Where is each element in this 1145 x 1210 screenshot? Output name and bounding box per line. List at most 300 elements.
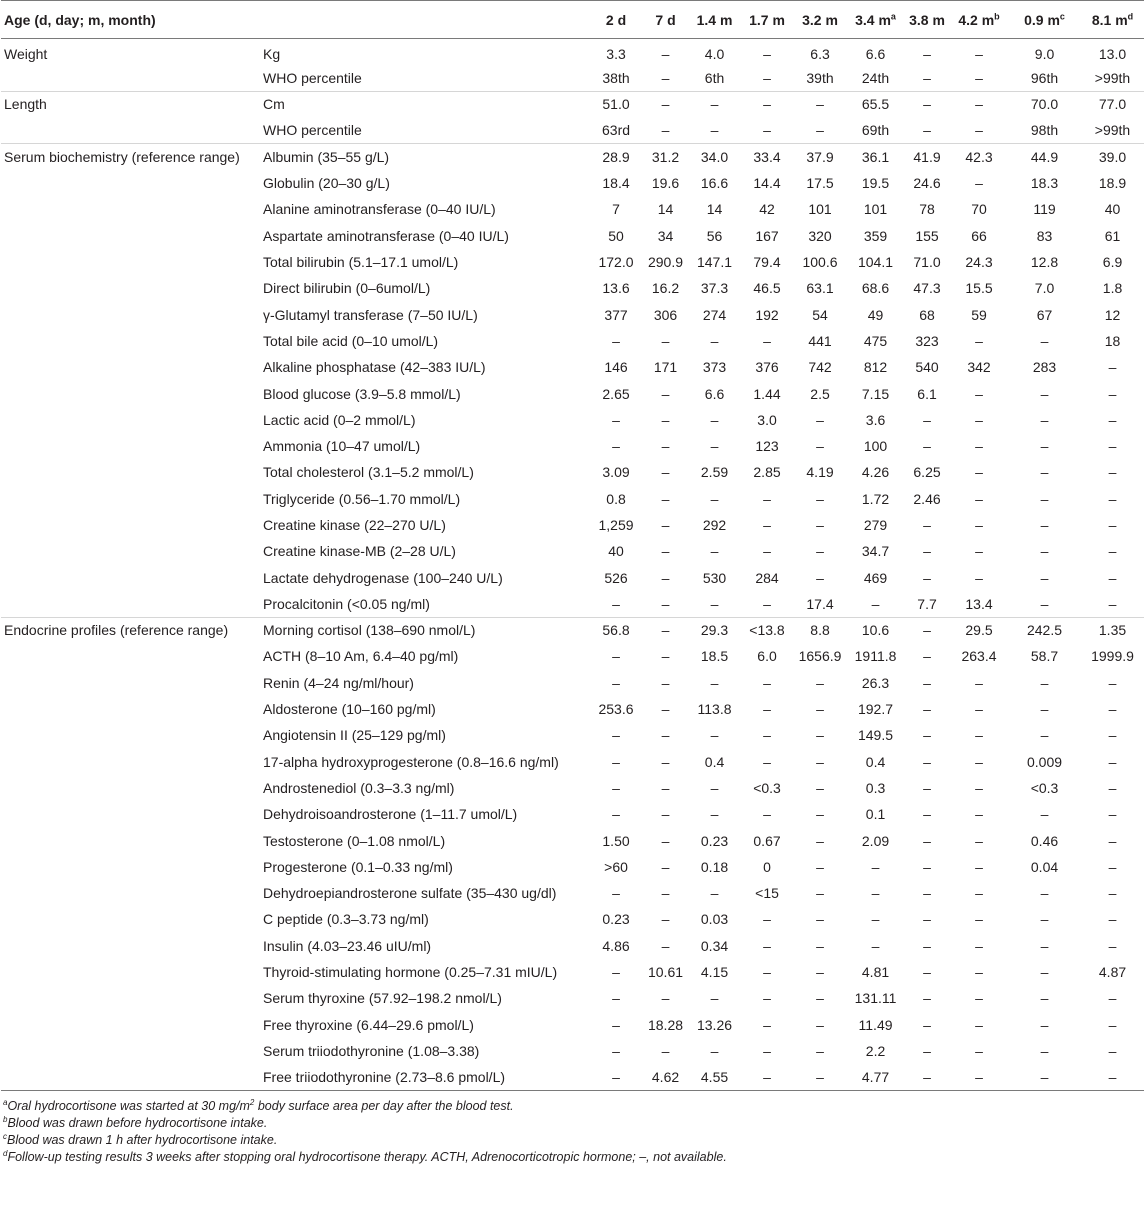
footnote (3, 1132, 1145, 1149)
table-row (1, 933, 1144, 959)
value-cell: – (923, 937, 931, 954)
category-cell (1, 591, 262, 617)
value-cell: 37.9 (793, 144, 847, 170)
value-cell: 7.15 (861, 385, 890, 402)
value-cell: 147.1 (696, 254, 733, 271)
parameter-label: Aspartate aminotransferase (0–40 IU/L) (263, 227, 509, 244)
value-cell: – (661, 569, 670, 586)
value-cell: 320 (808, 227, 832, 244)
table-row (1, 591, 1144, 617)
table-row (1, 564, 1144, 590)
value-cell: 274 (702, 306, 727, 323)
category-cell (1, 407, 262, 433)
value-cell: – (816, 411, 824, 428)
parameter-label: Procalcitonin (<0.05 ng/ml) (263, 595, 430, 612)
value-cell: 0 (763, 858, 771, 875)
value-cell: 1999.9 (1091, 648, 1134, 665)
table-row (1, 538, 1144, 564)
parameter-label: Creatine kinase (22–270 U/L) (263, 516, 446, 533)
footnote-text: 2 (249, 1097, 255, 1107)
value-cell: 38th (602, 69, 630, 86)
value-cell: – (1040, 885, 1049, 902)
category-cell (1, 854, 262, 880)
value-cell: – (816, 727, 824, 744)
value-cell: 0.23 (700, 832, 729, 849)
table-header (1, 1, 1144, 39)
value-cell: 441 (808, 332, 832, 349)
value-cell: – (1040, 964, 1049, 981)
value-cell: 98th (1030, 122, 1059, 139)
value-cell: – (612, 727, 620, 744)
value-cell: 0.009 (1026, 753, 1063, 770)
table-row (1, 65, 1144, 91)
value-cell: – (1108, 753, 1117, 770)
value-cell: – (975, 964, 983, 981)
footnote (3, 1149, 1145, 1166)
value-cell: 6th (704, 69, 725, 86)
table-row (1, 959, 1144, 985)
value-cell: – (923, 990, 931, 1007)
value-cell: 540 (915, 359, 939, 376)
value-cell: 29.5 (950, 617, 1008, 643)
value-cell: 192.7 (857, 701, 894, 718)
value-cell: – (816, 753, 824, 770)
value-cell: 290.9 (647, 254, 684, 271)
value-cell: – (710, 543, 719, 560)
value-cell: – (816, 516, 824, 533)
value-cell: – (661, 122, 670, 139)
value-cell: – (1040, 727, 1049, 744)
value-cell: – (975, 411, 983, 428)
value-cell: – (923, 911, 931, 928)
value-cell: – (816, 122, 824, 139)
value-cell: – (923, 543, 931, 560)
value-cell: – (923, 727, 931, 744)
value-cell: – (763, 543, 771, 560)
table-row (1, 775, 1144, 801)
footnote (3, 1098, 1145, 1115)
value-cell: 306 (653, 306, 678, 323)
value-cell: 104.1 (857, 254, 894, 271)
value-cell: 292 (702, 516, 727, 533)
value-cell: 67 (1036, 306, 1053, 323)
value-cell: 14.4 (753, 175, 781, 192)
value-cell: – (612, 806, 620, 823)
parameter-label: Alkaline phosphatase (42–383 IU/L) (263, 359, 486, 376)
value-cell: – (923, 806, 931, 823)
category-cell (1, 512, 262, 538)
value-cell: – (612, 990, 620, 1007)
value-cell: – (1108, 464, 1117, 481)
value-cell: 373 (702, 359, 727, 376)
value-cell: – (975, 490, 983, 507)
value-cell: 0.04 (1030, 858, 1059, 875)
table-row (1, 301, 1144, 327)
value-cell: – (975, 122, 983, 139)
value-cell: – (975, 569, 983, 586)
value-cell: – (1108, 858, 1117, 875)
value-cell: 40 (608, 543, 624, 560)
parameter-label: Insulin (4.03–23.46 uIU/ml) (263, 937, 432, 954)
value-cell: – (923, 885, 931, 902)
value-cell: – (793, 1064, 847, 1090)
value-cell: 10.6 (847, 617, 904, 643)
value-cell: 1.50 (602, 832, 630, 849)
value-cell: – (661, 69, 670, 86)
category-cell (1, 564, 262, 590)
parameter-label: Triglyceride (0.56–1.70 mmol/L) (263, 490, 461, 507)
table-row (1, 670, 1144, 696)
parameter-label: Renin (4–24 ng/ml/hour) (263, 674, 414, 691)
parameter-label: Globulin (20–30 g/L) (263, 175, 390, 192)
age-label: 2 d (605, 11, 627, 28)
table-row (1, 459, 1144, 485)
category-cell (1, 906, 262, 932)
parameter-label: Angiotensin II (25–129 pg/ml) (263, 727, 446, 744)
value-cell: 13.0 (1098, 45, 1127, 62)
value-cell: – (710, 438, 719, 455)
value-cell: – (1040, 674, 1049, 691)
value-cell: – (661, 332, 670, 349)
value-cell: – (1040, 438, 1049, 455)
value-cell: 0.4 (704, 753, 725, 770)
value-cell: – (816, 779, 824, 796)
value-cell: – (975, 1016, 983, 1033)
value-cell: – (763, 490, 771, 507)
parameter-label: Creatine kinase-MB (2–28 U/L) (263, 543, 456, 560)
value-cell: 41.9 (904, 144, 950, 170)
value-cell: 469 (863, 569, 888, 586)
value-cell: – (975, 779, 983, 796)
value-cell: – (975, 175, 983, 192)
value-cell: 24.3 (965, 254, 993, 271)
parameter-label: Free triiodothyronine (2.73–8.6 pmol/L) (262, 1064, 589, 1090)
value-cell: 9.0 (1034, 45, 1055, 62)
parameter-label: Serum triiodothyronine (1.08–3.38) (263, 1042, 480, 1059)
value-cell: 0.18 (700, 858, 729, 875)
value-cell: – (1108, 806, 1117, 823)
value-cell: – (763, 753, 771, 770)
value-cell: 0.23 (602, 911, 630, 928)
value-cell: – (661, 516, 670, 533)
value-cell: 4.19 (806, 464, 834, 481)
value-cell: – (816, 937, 824, 954)
value-cell: – (661, 937, 670, 954)
value-cell: 34.0 (688, 144, 741, 170)
category-label: Serum biochemistry (reference range) (1, 144, 262, 170)
footnote-mark: b (3, 1114, 8, 1124)
value-cell: 1656.9 (798, 648, 842, 665)
parameter-label: Cm (262, 91, 589, 117)
value-cell: 24.6 (913, 175, 941, 192)
category-cell (1, 354, 262, 380)
value-cell: – (661, 674, 670, 691)
value-cell: 6.9 (1102, 254, 1123, 271)
table-row (1, 827, 1144, 853)
value-cell: – (710, 490, 719, 507)
value-cell: – (741, 91, 793, 117)
value-cell: 119 (1033, 201, 1056, 218)
parameter-label: Dehydroisoandrosterone (1–11.7 umol/L) (263, 806, 518, 823)
value-cell: – (710, 595, 719, 612)
value-cell: – (661, 990, 670, 1007)
value-cell: – (975, 45, 983, 62)
value-cell: 18.4 (602, 175, 630, 192)
parameter-label: Total bilirubin (5.1–17.1 umol/L) (263, 254, 459, 271)
value-cell: 6.1 (917, 385, 937, 402)
value-cell: 83 (1036, 227, 1053, 244)
value-cell: 4.26 (861, 464, 890, 481)
age-label: 7 d (655, 11, 676, 28)
value-cell: – (923, 569, 931, 586)
category-cell (1, 170, 262, 196)
parameter-label: Thyroid-stimulating hormone (0.25–7.31 mIU/L) (263, 964, 558, 981)
value-cell: 6.6 (865, 45, 886, 62)
value-cell: – (1040, 701, 1049, 718)
value-cell: 12.8 (1030, 254, 1059, 271)
value-cell: – (1040, 464, 1049, 481)
category-cell (1, 301, 262, 327)
value-cell: – (975, 806, 983, 823)
value-cell: 79.4 (753, 254, 781, 271)
age-column-header (904, 1, 950, 39)
footnote-mark: c (3, 1132, 7, 1142)
value-cell: – (923, 438, 931, 455)
value-cell: – (923, 964, 931, 981)
value-cell: – (975, 438, 983, 455)
value-cell: 323 (915, 332, 939, 349)
value-cell: – (1108, 990, 1117, 1007)
value-cell: – (816, 832, 824, 849)
value-cell: – (763, 937, 771, 954)
value-cell: – (975, 674, 983, 691)
value-cell: 63rd (602, 122, 631, 139)
value-cell: – (1040, 806, 1049, 823)
value-cell: – (763, 990, 771, 1007)
value-cell: – (1040, 516, 1049, 533)
value-cell: 0.67 (753, 832, 781, 849)
value-cell: – (975, 385, 983, 402)
value-cell: – (1108, 832, 1117, 849)
value-cell: – (763, 727, 771, 744)
age-column-header (589, 1, 643, 39)
value-cell: – (1040, 543, 1049, 560)
value-cell: 0.46 (1030, 832, 1059, 849)
value-cell: – (710, 674, 719, 691)
category-cell (1, 196, 262, 222)
table-row (1, 223, 1144, 249)
value-cell: – (816, 858, 824, 875)
value-cell: – (1040, 990, 1049, 1007)
value-cell: – (710, 332, 719, 349)
value-cell: 4.81 (861, 964, 890, 981)
value-cell: – (763, 69, 771, 86)
value-cell: <13.8 (741, 617, 793, 643)
footnote-mark: c (1059, 10, 1065, 21)
value-cell: 19.6 (651, 175, 680, 192)
table-row (1, 722, 1144, 748)
category-cell (1, 486, 262, 512)
value-cell: 530 (702, 569, 727, 586)
table-row (1, 906, 1144, 932)
parameter-label: Albumin (35–55 g/L) (262, 144, 589, 170)
table-row (1, 617, 1144, 643)
value-cell: 4.86 (602, 937, 630, 954)
value-cell: – (975, 332, 983, 349)
value-cell: – (923, 45, 931, 62)
table-row (1, 328, 1144, 354)
value-cell: 39.0 (1081, 144, 1144, 170)
value-cell: 3.0 (757, 411, 777, 428)
value-cell: 146 (604, 359, 628, 376)
value-cell: – (975, 911, 983, 928)
value-cell: – (661, 411, 670, 428)
value-cell: 2.5 (810, 385, 830, 402)
value-cell: 70 (971, 201, 987, 218)
value-cell: 50 (608, 227, 624, 244)
value-cell: – (923, 69, 931, 86)
value-cell: 28.9 (589, 144, 643, 170)
value-cell: >99th (1094, 122, 1131, 139)
category-cell (1, 249, 262, 275)
category-cell (1, 1011, 262, 1037)
value-cell: 0.3 (865, 779, 886, 796)
value-cell: – (1008, 1064, 1081, 1090)
age-label: 3.8 m (909, 11, 945, 28)
parameter-label: Aldosterone (10–160 pg/ml) (263, 701, 436, 718)
value-cell: – (763, 332, 771, 349)
value-cell: – (763, 674, 771, 691)
category-cell (1, 1064, 262, 1090)
parameter-label: Serum thyroxine (57.92–198.2 nmol/L) (263, 990, 502, 1007)
category-label: Endocrine profiles (reference range) (1, 617, 262, 643)
value-cell: – (1040, 411, 1049, 428)
value-cell: 71.0 (913, 254, 941, 271)
value-cell: – (661, 858, 670, 875)
value-cell: 33.4 (741, 144, 793, 170)
value-cell: – (950, 1064, 1008, 1090)
value-cell: – (1108, 885, 1117, 902)
value-cell: 39th (806, 69, 834, 86)
value-cell: – (763, 701, 771, 718)
table-row (1, 170, 1144, 196)
value-cell: – (923, 122, 931, 139)
category-cell (1, 380, 262, 406)
value-cell: – (710, 885, 719, 902)
value-cell: – (923, 701, 931, 718)
value-cell: 1.44 (753, 385, 781, 402)
value-cell: – (923, 1016, 931, 1033)
value-cell: 149.5 (857, 727, 894, 744)
footnote (3, 1115, 1145, 1132)
value-cell: – (975, 990, 983, 1007)
value-cell: 18.5 (700, 648, 729, 665)
value-cell: 263.4 (961, 648, 997, 665)
footnote-mark: d (3, 1149, 8, 1159)
value-cell: – (923, 648, 931, 665)
value-cell: 18.9 (1098, 175, 1127, 192)
value-cell: – (975, 753, 983, 770)
value-cell: – (1108, 411, 1117, 428)
age-column-header (1081, 1, 1144, 39)
value-cell: 14 (657, 201, 674, 218)
table-row (1, 196, 1144, 222)
value-cell: – (661, 885, 670, 902)
value-cell: 3.6 (865, 411, 886, 428)
table-row (1, 117, 1144, 143)
table-row (1, 1038, 1144, 1064)
value-cell: – (661, 45, 670, 62)
value-cell: 1,259 (598, 516, 634, 533)
value-cell: – (1108, 911, 1117, 928)
value-cell: >99th (1094, 69, 1131, 86)
value-cell: 155 (915, 227, 939, 244)
age-label: 8.1 m (1091, 11, 1128, 28)
value-cell: 51.0 (589, 91, 643, 117)
value-cell: 4.55 (688, 1064, 741, 1090)
value-cell: – (661, 806, 670, 823)
table-row (1, 1064, 1144, 1090)
value-cell: – (1108, 490, 1117, 507)
value-cell: 113.8 (697, 701, 732, 718)
value-cell: – (975, 727, 983, 744)
value-cell: – (763, 516, 771, 533)
parameter-label: WHO percentile (263, 122, 362, 139)
value-cell: – (904, 91, 950, 117)
value-cell: 526 (604, 569, 628, 586)
value-cell: – (763, 122, 771, 139)
value-cell: 8.8 (793, 617, 847, 643)
value-cell: 253.6 (598, 701, 634, 718)
value-cell: – (871, 595, 880, 612)
age-label: 4.2 m (958, 11, 995, 28)
age-column-header (793, 1, 847, 39)
value-cell: – (612, 1042, 620, 1059)
table-row (1, 407, 1144, 433)
value-cell: – (1108, 1016, 1117, 1033)
value-cell: 0.34 (700, 937, 729, 954)
value-cell: 4.0 (704, 45, 725, 62)
value-cell: – (1040, 911, 1049, 928)
value-cell: – (1108, 674, 1117, 691)
category-cell (1, 223, 262, 249)
parameter-label: Ammonia (10–47 umol/L) (263, 438, 421, 455)
value-cell: >60 (604, 858, 628, 875)
category-cell (1, 328, 262, 354)
value-cell: – (763, 964, 771, 981)
table-row (1, 854, 1144, 880)
header-row (1, 1, 1144, 39)
value-cell: 13.6 (602, 280, 630, 297)
footnote-mark: b (994, 10, 1000, 21)
value-cell: 0.4 (865, 753, 886, 770)
age-label: 3.4 m (855, 11, 891, 28)
value-cell: 2.59 (700, 464, 729, 481)
category-cell (1, 801, 262, 827)
value-cell: 68 (919, 306, 935, 323)
value-cell: – (871, 885, 880, 902)
table-row (1, 801, 1144, 827)
value-cell: – (661, 779, 670, 796)
value-cell: 77.0 (1081, 91, 1144, 117)
age-label: 1.4 m (696, 11, 733, 28)
age-column-header (741, 1, 793, 39)
parameter-label: Free thyroxine (6.44–29.6 pmol/L) (263, 1016, 474, 1033)
footnote-text: Blood was drawn before hydrocortisone intake. (7, 1116, 268, 1131)
value-cell: 46.5 (753, 280, 781, 297)
value-cell: – (1040, 937, 1049, 954)
value-cell: 18.28 (647, 1016, 684, 1033)
